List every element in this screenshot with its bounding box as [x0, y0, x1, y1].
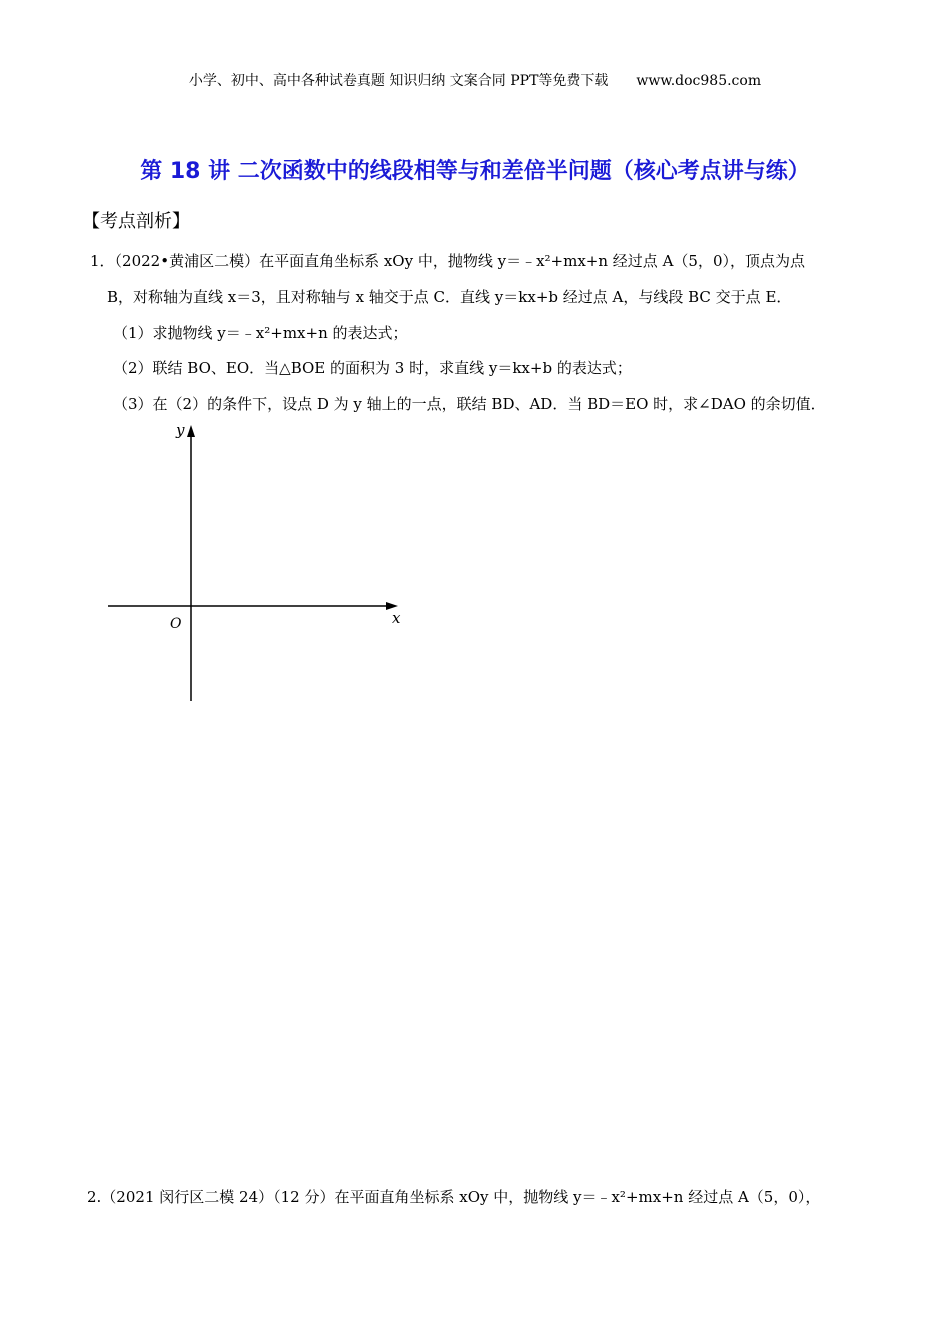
origin-label: O [170, 616, 182, 632]
problem1-question3: （3）在（2）的条件下，设点 D 为 y 轴上的一点，联结 BD、AD．当 BD＝EO 时，求∠DAO 的余切值． [113, 395, 826, 413]
lecture-title: 第 18 讲 二次函数中的线段相等与和差倍半问题（核心考点讲与练） [140, 159, 810, 184]
problem1-question1: （1）求抛物线 y＝﹣x²+mx+n 的表达式； [113, 324, 408, 342]
x-axis-label: x [392, 609, 401, 627]
y-axis-label: y [176, 421, 185, 439]
page-header: 小学、初中、高中各种试卷真题 知识归纳 文案合同 PPT等免费下载 www.doc985.com [188, 73, 762, 89]
problem1-line2: B，对称轴为直线 x＝3，且对称轴与 x 轴交于点 C．直线 y＝kx+b 经过点 A，与线段 BC 交于点 E． [107, 288, 792, 306]
problem2-line1: 2.（2021 闵行区二模 24）（12 分）在平面直角坐标系 xOy 中，抛物线 y＝﹣x²+mx+n 经过点 A（5，0）， [87, 1188, 821, 1206]
problem1-question2: （2）联结 BO、EO．当△BOE 的面积为 3 时，求直线 y＝kx+b 的表达式； [113, 359, 632, 377]
section-heading: 【考点剖析】 [82, 211, 190, 232]
y-axis-arrow [187, 425, 195, 437]
problem1-line1: 1．（2022•黄浦区二模）在平面直角坐标系 xOy 中，抛物线 y＝﹣x²+mx+n 经过点 A（5，0），顶点为点 [90, 252, 805, 270]
coordinate-graph [100, 415, 410, 710]
